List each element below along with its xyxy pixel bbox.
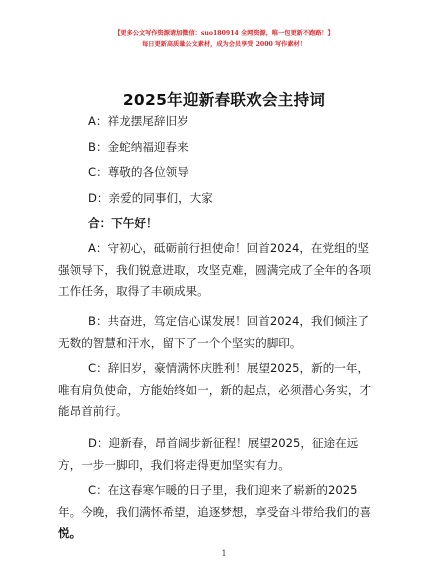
option-b: B：金蛇纳福迎春来 — [88, 140, 189, 154]
paragraph-5 — [58, 480, 388, 545]
paragraph-3-line-2: 唯有肩负使命，方能始终如一，新的起点，必须潜心务实，才 — [58, 382, 372, 397]
paragraph-1-line-2: 强领导下，我们锐意进取，攻坚克难，圆满完成了全年的各项 — [58, 262, 372, 277]
paragraph-4 — [58, 433, 388, 476]
paragraph-2-line-1: B：共奋进，笃定信心谋发展！回首2024，我们倾注了 — [88, 314, 369, 328]
paragraph-1 — [58, 238, 388, 303]
paragraph-5-line-3: 悦。 — [58, 526, 82, 540]
paragraph-2 — [58, 311, 388, 354]
option-a: A：祥龙摆尾辞旧岁 — [88, 114, 189, 128]
paragraph-4-line-2: 方，一步一脚印，我们将走得更加坚实有力。 — [58, 457, 290, 472]
option-d: D：亲爱的同事们，大家 — [88, 191, 213, 205]
document-title: 2025年迎新春联欢会主持词 — [122, 91, 326, 109]
promo-banner-line-2: 每日更新高质量公文素材，成为会员享受 2000 写作素材！ — [142, 41, 306, 48]
paragraph-3-line-3: 能昂首前行。 — [58, 404, 128, 418]
paragraph-5-line-1: C：在这春寒乍暖的日子里，我们迎来了崭新的2025 — [88, 483, 358, 497]
paragraph-1-line-3: 工作任务，取得了丰硕成果。 — [58, 284, 209, 298]
paragraph-1-line-1: A：守初心，砥砺前行担使命！回首2024，在党组的坚 — [88, 241, 369, 255]
chorus-line: 合：下午好！ — [88, 216, 158, 230]
paragraph-5-line-2: 年。今晚，我们满怀希望，追逐梦想，享受奋斗带给我们的喜 — [58, 504, 372, 519]
promo-banner-line-1: 【更多公文写作资源请加微信：suo180914 全网资源，唯一包更新不跑路！】 — [114, 30, 334, 37]
paragraph-3-line-1: C：辞旧岁，豪情满怀庆胜利！展望2025，新的一年， — [88, 361, 370, 375]
paragraph-2-line-2: 无数的智慧和汗水，留下了一个个坚实的脚印。 — [58, 335, 302, 350]
paragraph-4-line-1: D：迎新春，昂首阔步新征程！展望2025，征途在远 — [88, 436, 359, 450]
option-c: C：尊敬的各位领导 — [88, 165, 189, 179]
paragraph-3 — [58, 358, 388, 423]
page-number: 1 — [221, 549, 227, 558]
